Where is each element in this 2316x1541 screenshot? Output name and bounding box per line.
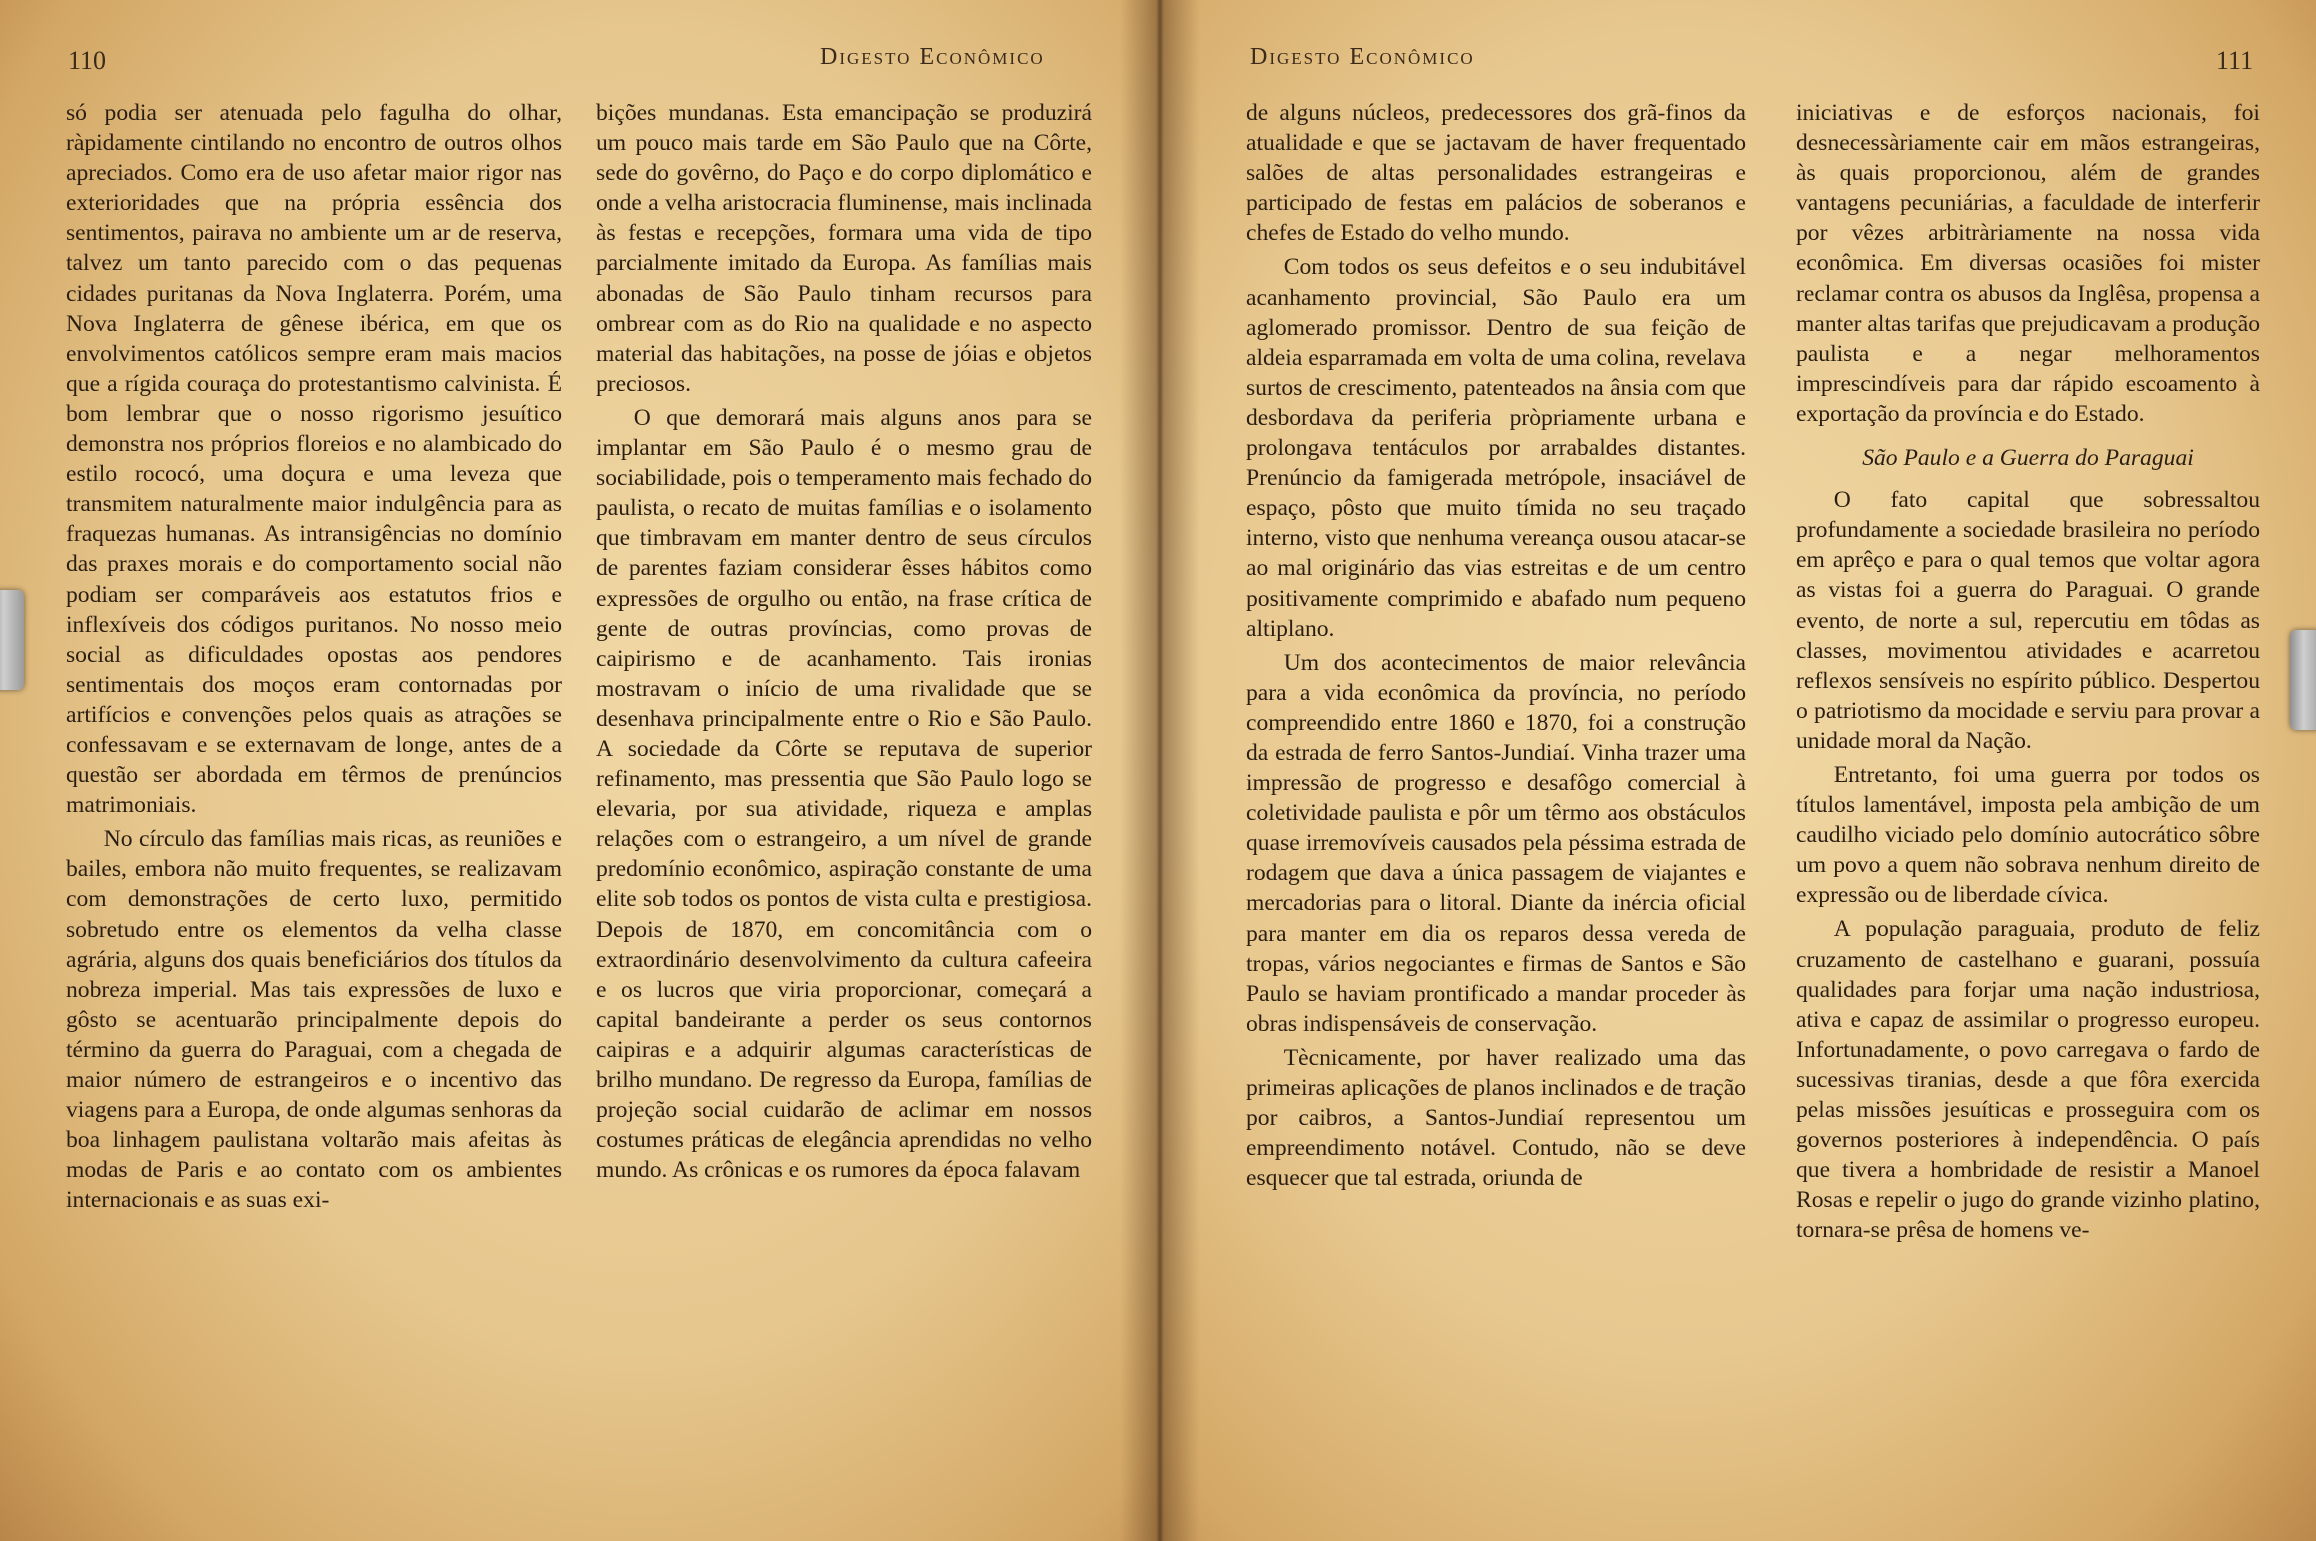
paragraph: Com todos os seus defeitos e o seu indubitável acanhamento provincial, São Paulo era um aglomerado promissor. Dentro de sua feição de aldeia esparramada em volta de uma colina, revelava surtos de crescimento, patenteados na ânsia com que desbordava da periferia pròpriamente urbana e prolongava tentáculos por arrabaldes distantes. Prenúncio da famigerada metrópole, insaciável de espaço, pôsto que muito tímida no seu traçado interno, visto que nenhuma vereança ousou atacar-se ao mal originário das vias estreitas e de um centro positivamente comprimido e abafado num pequeno altiplano. <box>1246 254 1746 642</box>
paragraph: Tècnicamente, por haver realizado uma das primeiras aplicações de planos inclinados e de tração por caibros, a Santos-Jundiaí representou um empreendimento notável. Contudo, não se deve esquecer que tal estrada, oriunda de <box>1246 1044 1746 1192</box>
right-column-2 <box>1796 98 2260 1245</box>
paragraph: A população paraguaia, produto de feliz cruzamento de castelhano e guarani, possuía qualidades para forjar uma nação industriosa, ativa e capaz de assimilar o progresso europeu. Infortunadamente, o povo carregava o fardo de sucessivas tiranias, desde a que fôra exercida pelas missões jesuíticas e prosseguira com os governos posteriores à independência. O país que tivera a hombridade de resistir a Manoel Rosas e repelir o jugo do grande vizinho platino, tornara-se prêsa de homens ve- <box>1796 916 2260 1244</box>
left-column-2 <box>596 98 1092 1185</box>
page-number-left: 110 <box>68 46 107 75</box>
paragraph: No círculo das famílias mais ricas, as reuniões e bailes, embora não muito frequentes, se realizavam com demonstrações de certo luxo, permitido sobretudo entre os elementos da velha classe agrária, alguns dos quais beneficiários dos títulos da nobreza imperial. Mas tais expressões de luxo e gôsto se acentuarão principalmente depois do término da guerra do Paraguai, com a chegada de maior número de estrangeiros e o incentivo das viagens para a Europa, de onde algumas senhoras da boa linhagem paulistana voltarão mais afeitas às modas de Paris e ao contato com os ambientes internacionais e as suas exi- <box>66 826 562 1214</box>
right-page <box>1160 0 2316 1541</box>
binder-clip-left <box>0 590 24 690</box>
paragraph: bições mundanas. Esta emancipação se produzirá um pouco mais tarde em São Paulo que na Côrte, sede do govêrno, do Paço e do corpo diplomático e onde a velha aristocracia fluminense, mais inclinada às festas e recepções, formara uma vida de tipo parcialmente imitado da Europa. As famílias mais abonadas de São Paulo tinham recursos para ombrear com as do Rio na qualidade e no aspecto material das habitações, na posse de jóias e objetos preciosos. <box>596 100 1092 397</box>
page-number-right: 111 <box>2216 46 2254 75</box>
paragraph: O que demorará mais alguns anos para se implantar em São Paulo é o mesmo grau de sociabilidade, pois o temperamento mais fechado do paulista, o recato de muitas famílias e o isolamento que timbravam em manter dentro de seus círculos de parentes faziam considerar êsses hábitos como expressões de orgulho ou então, na frase crítica de gente de outras províncias, como provas de caipirismo e de acanhamento. Tais ironias mostravam o início de uma rivalidade que se desenhava principalmente entre o Rio e São Paulo. A sociedade da Côrte se reputava de superior refinamento, mas pressentia que São Paulo logo se elevaria, por sua atividade, riqueza e amplas relações com o estrangeiro, a um nível de grande predomínio econômico, aspiração constante de uma elite sob todos os pontos de vista culta e prestigiosa. Depois de 1870, em concomitância com o extraordinário desenvolvimento da cultura cafeeira e os lucros que viria proporcionar, começará a capital bandeirante a perder os seus contornos caipiras e a adquirir algumas características de brilho mundano. De regresso da Europa, famílias de projeção social cuidarão de aclimar em nossos costumes práticas de elegância aprendidas no velho mundo. As crônicas e os rumores da época falavam <box>596 404 1092 1184</box>
left-column-1 <box>66 98 562 1215</box>
right-column-1 <box>1246 98 1746 1193</box>
running-header-left: Digesto Econômico <box>820 44 1045 70</box>
binder-clip-right <box>2290 630 2316 730</box>
paragraph: iniciativas e de esforços nacionais, foi desnecessàriamente cair em mãos estrangeiras, às quais proporcionou, além de grandes vantagens pecuniárias, a faculdade de interferir por vêzes arbitràriamente na nossa vida econômica. Em diversas ocasiões foi mister reclamar contra os abusos da Inglêsa, propensa a manter altas tarifas que prejudicavam a produção paulista e a negar melhoramentos imprescindíveis para dar rápido escoamento à exportação da província e do Estado. <box>1796 100 2260 427</box>
running-header-right: Digesto Econômico <box>1250 44 1475 70</box>
section-title: São Paulo e a Guerra do Paraguai <box>1862 445 2194 472</box>
paragraph: só podia ser atenuada pelo fagulha do olhar, ràpidamente cintilando no encontro de outros olhos apreciados. Como era de uso afetar maior rigor nas exterioridades que na própria essência dos sentimentos, pairava no ambiente um ar de reserva, talvez um tanto parecido com o das pequenas cidades puritanas da Nova Inglaterra. Porém, uma Nova Inglaterra de gênese ibérica, em que os envolvimentos católicos sempre eram mais macios que a rígida couraça do protestantismo calvinista. É bom lembrar que o nosso rigorismo jesuítico demonstra nos próprios floreios e no alambicado do estilo rococó, uma doçura e uma leveza que transmitem naturalmente maior indulgência para as fraquezas humanas. As intransigências no domínio das praxes morais e do comportamento social não podiam ser comparáveis aos estatutos frios e inflexíveis dos códigos puritanos. No nosso meio social as dificuldades opostas aos pendores sentimentais dos moços eram contornadas por artifícios e convenções pelos quais as atrações se confessavam e se externavam de longe, antes de a questão ser abordada em têrmos de prenúncios matrimoniais. <box>66 100 562 819</box>
paragraph: Um dos acontecimentos de maior relevância para a vida econômica da província, no período compreendido entre 1860 e 1870, foi a construção da estrada de ferro Santos-Jundiaí. Vinha trazer uma impressão de progresso e desafôgo comercial à coletividade paulista e pôr um têrmo aos obstáculos quase irremovíveis causados pela péssima estrada de rodagem que dava a única passagem de viajantes e mercadorias para o litoral. Diante da inércia oficial para manter em dia os reparos dessa vereda de tropas, vários negociantes e firmas de Santos e São Paulo se haviam prontificado a mandar proceder às obras indispensáveis de conservação. <box>1246 649 1746 1037</box>
paragraph: Entretanto, foi uma guerra por todos os títulos lamentável, imposta pela ambição de um caudilho viciado pelo domínio autocrático sôbre um povo a quem não sobrava nenhum direito de expressão ou de liberdade cívica. <box>1796 761 2260 909</box>
paragraph: O fato capital que sobressaltou profundamente a sociedade brasileira no período em aprêço e para o qual temos que voltar agora as vistas foi a guerra do Paraguai. O grande evento, de norte a sul, repercutiu em tôdas as classes, movimentou atividades e acarretou reflexos sensíveis no espírito público. Despertou o patriotismo da mocidade e serviu para provar a unidade moral da Nação. <box>1796 487 2260 754</box>
paragraph: de alguns núcleos, predecessores dos grã-finos da atualidade e que se jactavam de haver frequentado salões de altas personalidades estrangeiras e participado de festas em palácios de soberanos e chefes de Estado do velho mundo. <box>1246 100 1746 247</box>
